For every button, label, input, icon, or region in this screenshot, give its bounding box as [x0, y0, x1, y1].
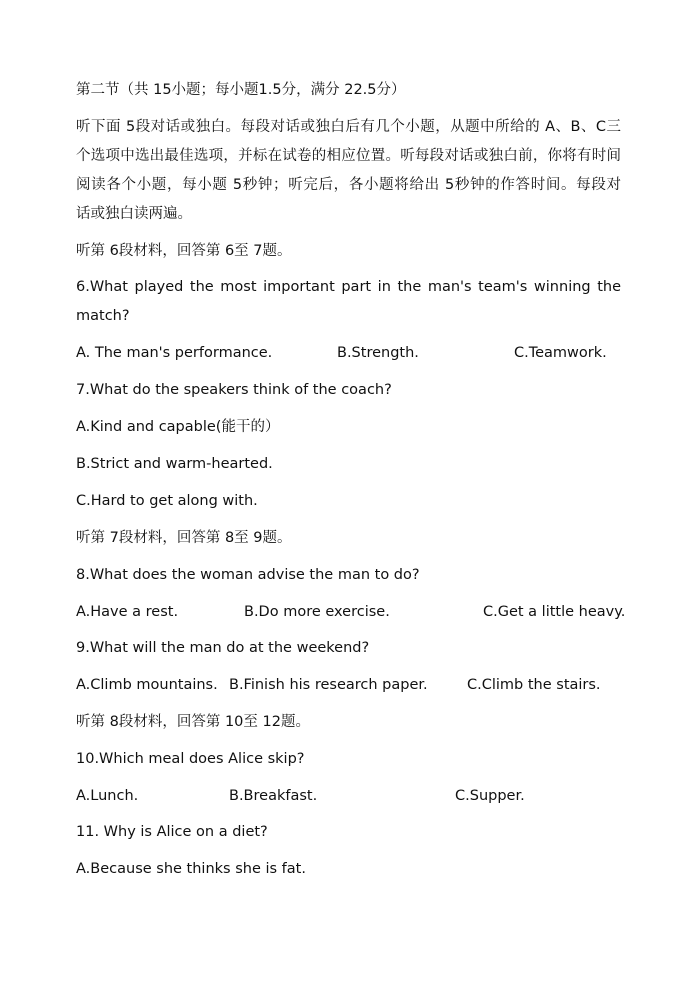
question-7-stem: 7.What do the speakers think of the coach? — [76, 382, 392, 398]
question-8-option-a: A.Have a rest. — [76, 604, 179, 620]
question-9-option-a: A.Climb mountains. — [76, 677, 218, 693]
question-10-option-c: C.Supper. — [455, 788, 525, 804]
question-7-option-c: C.Hard to get along with. — [76, 493, 258, 509]
question-6-option-a: A. The man's performance. — [76, 345, 273, 361]
instructions-line-1: 听下面 5段对话或独白。每段对话或独白后有几个小题，从题中所给的 A、B、C三 — [76, 119, 621, 135]
question-6-stem-line-1: 6.What played the most important part in the man's team's winning the — [76, 279, 621, 295]
question-8-option-c: C.Get a little heavy. — [483, 604, 626, 620]
question-8-stem: 8.What does the woman advise the man to do? — [76, 567, 420, 583]
material-6-heading: 听第 6段材料，回答第 6至 7题。 — [76, 243, 292, 259]
question-6-stem-line-2: match? — [76, 308, 130, 324]
question-7-option-a: A.Kind and capable(能干的） — [76, 419, 280, 435]
question-9-option-c: C.Climb the stairs. — [467, 677, 601, 693]
instructions-line-3: 阅读各个小题，每小题 5秒钟；听完后，各小题将给出 5秒钟的作答时间。每段对 — [76, 177, 621, 193]
question-11-stem: 11. Why is Alice on a diet? — [76, 824, 268, 840]
material-7-heading: 听第 7段材料，回答第 8至 9题。 — [76, 530, 292, 546]
question-7-option-b: B.Strict and warm-hearted. — [76, 456, 273, 472]
material-8-heading: 听第 8段材料，回答第 10至 12题。 — [76, 714, 310, 730]
question-10-option-b: B.Breakfast. — [229, 788, 318, 804]
question-6-option-b: B.Strength. — [337, 345, 419, 361]
question-11-option-a: A.Because she thinks she is fat. — [76, 861, 306, 877]
question-9-stem: 9.What will the man do at the weekend? — [76, 640, 370, 656]
section-header: 第二节（共 15小题；每小题1.5分，满分 22.5分） — [76, 82, 406, 98]
question-8-option-b: B.Do more exercise. — [244, 604, 390, 620]
instructions-line-2: 个选项中选出最佳选项，并标在试卷的相应位置。听每段对话或独白前，你将有时间 — [76, 148, 621, 164]
instructions-line-4: 话或独白读两遍。 — [76, 206, 192, 222]
question-10-stem: 10.Which meal does Alice skip? — [76, 751, 305, 767]
question-6-option-c: C.Teamwork. — [514, 345, 607, 361]
question-9-option-b: B.Finish his research paper. — [229, 677, 428, 693]
question-10-option-a: A.Lunch. — [76, 788, 139, 804]
